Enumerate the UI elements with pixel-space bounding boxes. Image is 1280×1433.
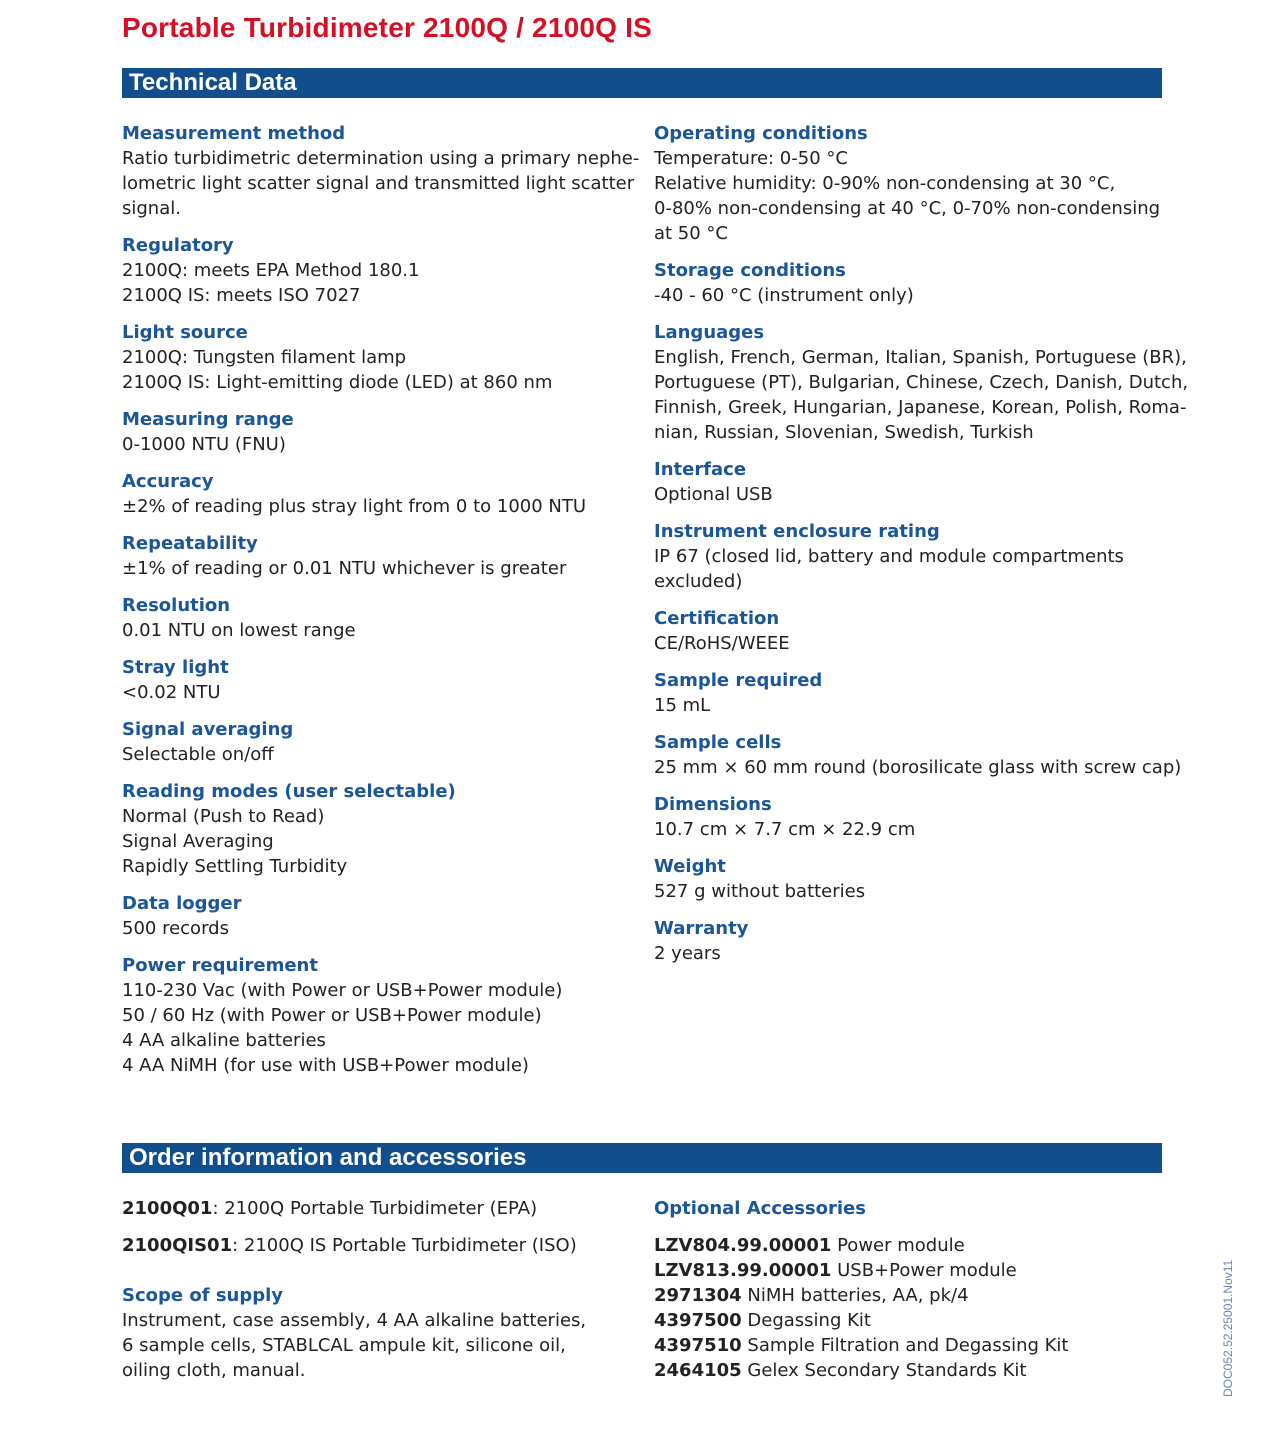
page-title: Portable Turbidimeter 2100Q / 2100Q IS bbox=[122, 12, 652, 43]
spec-value: Signal Averaging bbox=[122, 831, 274, 852]
spec-value: <0.02 NTU bbox=[122, 682, 221, 703]
spec-heading: Languages bbox=[654, 322, 765, 343]
spec-value: 15 mL bbox=[654, 695, 711, 716]
order-information-header: Order information and accessories bbox=[122, 1143, 1162, 1173]
scope-of-supply bbox=[122, 1283, 632, 1383]
spec-block bbox=[122, 469, 632, 519]
spec-column-right bbox=[654, 121, 1189, 978]
accessory-item bbox=[654, 1358, 1169, 1383]
spec-value: lometric light scatter signal and transmitted light scatter bbox=[122, 173, 635, 194]
spec-block bbox=[654, 792, 1169, 842]
spec-heading: Warranty bbox=[654, 918, 749, 939]
spec-heading: Signal averaging bbox=[122, 719, 294, 740]
spec-block bbox=[654, 730, 1182, 780]
spec-block bbox=[122, 953, 632, 1078]
accessory-code: LZV813.99.00001 bbox=[654, 1260, 832, 1281]
spec-value: signal. bbox=[122, 198, 181, 219]
accessories-heading: Optional Accessories bbox=[654, 1198, 866, 1219]
spec-heading: Interface bbox=[654, 459, 747, 480]
spec-value: 0-1000 NTU (FNU) bbox=[122, 434, 286, 455]
accessory-description: Gelex Secondary Standards Kit bbox=[741, 1360, 1027, 1381]
spec-value: 2100Q: Tungsten filament lamp bbox=[122, 347, 407, 368]
spec-value: 10.7 cm × 7.7 cm × 22.9 cm bbox=[654, 819, 916, 840]
accessory-item bbox=[654, 1308, 1169, 1333]
order-column-left bbox=[122, 1196, 632, 1383]
document-code: DOC052.52.25001.Nov11 bbox=[1221, 1259, 1235, 1397]
spec-block bbox=[654, 519, 1169, 594]
spec-value: nian, Russian, Slovenian, Swedish, Turkish bbox=[654, 422, 1034, 443]
accessory-item bbox=[654, 1333, 1169, 1358]
scope-line: Instrument, case assembly, 4 AA alkaline batteries, bbox=[122, 1310, 587, 1331]
spec-value: 0.01 NTU on lowest range bbox=[122, 620, 356, 641]
accessory-description: Power module bbox=[831, 1235, 965, 1256]
accessory-description: USB+Power module bbox=[831, 1260, 1017, 1281]
spec-heading: Dimensions bbox=[654, 794, 772, 815]
scope-line: oiling cloth, manual. bbox=[122, 1360, 306, 1381]
spec-heading: Sample required bbox=[654, 670, 823, 691]
spec-heading: Weight bbox=[654, 856, 726, 877]
spec-value: Rapidly Settling Turbidity bbox=[122, 856, 348, 877]
spec-value: Portuguese (PT), Bulgarian, Chinese, Czech, Danish, Dutch, bbox=[654, 372, 1189, 393]
spec-block bbox=[654, 457, 1169, 507]
scope-heading: Scope of supply bbox=[122, 1285, 284, 1306]
spec-block bbox=[654, 854, 1169, 904]
spec-block bbox=[654, 121, 1169, 246]
spec-heading: Certification bbox=[654, 608, 780, 629]
spec-block bbox=[122, 717, 632, 767]
scope-line: 6 sample cells, STABLCAL ampule kit, silicone oil, bbox=[122, 1335, 566, 1356]
spec-block bbox=[122, 655, 632, 705]
spec-heading: Regulatory bbox=[122, 235, 234, 256]
spec-value: 2100Q IS: meets ISO 7027 bbox=[122, 285, 361, 306]
order-description: : 2100Q Portable Turbidimeter (EPA) bbox=[212, 1198, 538, 1219]
spec-heading: Data logger bbox=[122, 893, 242, 914]
spec-heading: Sample cells bbox=[654, 732, 782, 753]
accessory-item bbox=[654, 1283, 1169, 1308]
spec-value: English, French, German, Italian, Spanish, Portuguese (BR), bbox=[654, 347, 1187, 368]
spec-block bbox=[122, 121, 640, 221]
spec-block bbox=[654, 668, 1169, 718]
spec-value: Temperature: 0-50 °C bbox=[654, 148, 848, 169]
spec-heading: Operating conditions bbox=[654, 123, 868, 144]
spec-value: excluded) bbox=[654, 571, 743, 592]
spec-block bbox=[654, 916, 1169, 966]
accessory-item bbox=[654, 1233, 1169, 1258]
spec-value: 110-230 Vac (with Power or USB+Power module) bbox=[122, 980, 563, 1001]
spec-value: 2100Q IS: Light-emitting diode (LED) at 860 nm bbox=[122, 372, 553, 393]
order-code: 2100Q01 bbox=[122, 1198, 213, 1219]
spec-block bbox=[122, 593, 632, 643]
spec-value: Optional USB bbox=[654, 484, 773, 505]
spec-value: 4 AA alkaline batteries bbox=[122, 1030, 326, 1051]
order-code: 2100QIS01 bbox=[122, 1235, 233, 1256]
order-item bbox=[122, 1196, 632, 1221]
spec-value: 4 AA NiMH (for use with USB+Power module) bbox=[122, 1055, 529, 1076]
spec-heading: Accuracy bbox=[122, 471, 214, 492]
spec-value: -40 - 60 °C (instrument only) bbox=[654, 285, 914, 306]
order-description: : 2100Q IS Portable Turbidimeter (ISO) bbox=[232, 1235, 577, 1256]
spec-heading: Measuring range bbox=[122, 409, 294, 430]
technical-data-header: Technical Data bbox=[122, 68, 1162, 98]
spec-block bbox=[122, 779, 632, 879]
spec-heading: Repeatability bbox=[122, 533, 258, 554]
spec-value: Normal (Push to Read) bbox=[122, 806, 325, 827]
spec-value: ±1% of reading or 0.01 NTU whichever is greater bbox=[122, 558, 567, 579]
accessory-code: 2464105 bbox=[654, 1360, 742, 1381]
spec-heading: Stray light bbox=[122, 657, 229, 678]
spec-block bbox=[654, 606, 1169, 656]
accessory-code: 4397500 bbox=[654, 1310, 742, 1331]
accessory-item bbox=[654, 1258, 1169, 1283]
spec-value: CE/RoHS/WEEE bbox=[654, 633, 790, 654]
spec-value: 0-80% non-condensing at 40 °C, 0-70% non-condensing bbox=[654, 198, 1161, 219]
spec-value: 527 g without batteries bbox=[654, 881, 866, 902]
spec-block bbox=[122, 407, 632, 457]
spec-value: 2100Q: meets EPA Method 180.1 bbox=[122, 260, 420, 281]
spec-block bbox=[654, 258, 1169, 308]
spec-heading: Instrument enclosure rating bbox=[654, 521, 940, 542]
accessories-column bbox=[654, 1196, 1169, 1383]
spec-value: Relative humidity: 0-90% non-condensing at 30 °C, bbox=[654, 173, 1116, 194]
spec-value: at 50 °C bbox=[654, 223, 729, 244]
spec-block bbox=[122, 891, 632, 941]
accessory-code: LZV804.99.00001 bbox=[654, 1235, 832, 1256]
accessory-description: NiMH batteries, AA, pk/4 bbox=[741, 1285, 969, 1306]
spec-value: Finnish, Greek, Hungarian, Japanese, Korean, Polish, Roma- bbox=[654, 397, 1187, 418]
spec-heading: Measurement method bbox=[122, 123, 346, 144]
spec-block bbox=[654, 320, 1189, 445]
spec-value: Ratio turbidimetric determination using a primary nephe- bbox=[122, 148, 640, 169]
accessory-description: Degassing Kit bbox=[741, 1310, 871, 1331]
accessory-description: Sample Filtration and Degassing Kit bbox=[741, 1335, 1069, 1356]
spec-value: Selectable on/off bbox=[122, 744, 274, 765]
spec-value: 50 / 60 Hz (with Power or USB+Power module) bbox=[122, 1005, 542, 1026]
spec-heading: Power requirement bbox=[122, 955, 318, 976]
spec-value: 2 years bbox=[654, 943, 721, 964]
spec-value: ±2% of reading plus stray light from 0 to 1000 NTU bbox=[122, 496, 587, 517]
order-item bbox=[122, 1233, 632, 1258]
spec-block bbox=[122, 531, 632, 581]
spec-value: IP 67 (closed lid, battery and module compartments bbox=[654, 546, 1124, 567]
accessory-code: 4397510 bbox=[654, 1335, 742, 1356]
spec-block bbox=[122, 320, 632, 395]
accessory-code: 2971304 bbox=[654, 1285, 742, 1306]
spec-column-left bbox=[122, 121, 640, 1090]
spec-heading: Resolution bbox=[122, 595, 231, 616]
spec-heading: Storage conditions bbox=[654, 260, 846, 281]
spec-heading: Light source bbox=[122, 322, 248, 343]
spec-value: 25 mm × 60 mm round (borosilicate glass with screw cap) bbox=[654, 757, 1182, 778]
spec-block bbox=[122, 233, 632, 308]
spec-value: 500 records bbox=[122, 918, 229, 939]
spec-heading: Reading modes (user selectable) bbox=[122, 781, 456, 802]
